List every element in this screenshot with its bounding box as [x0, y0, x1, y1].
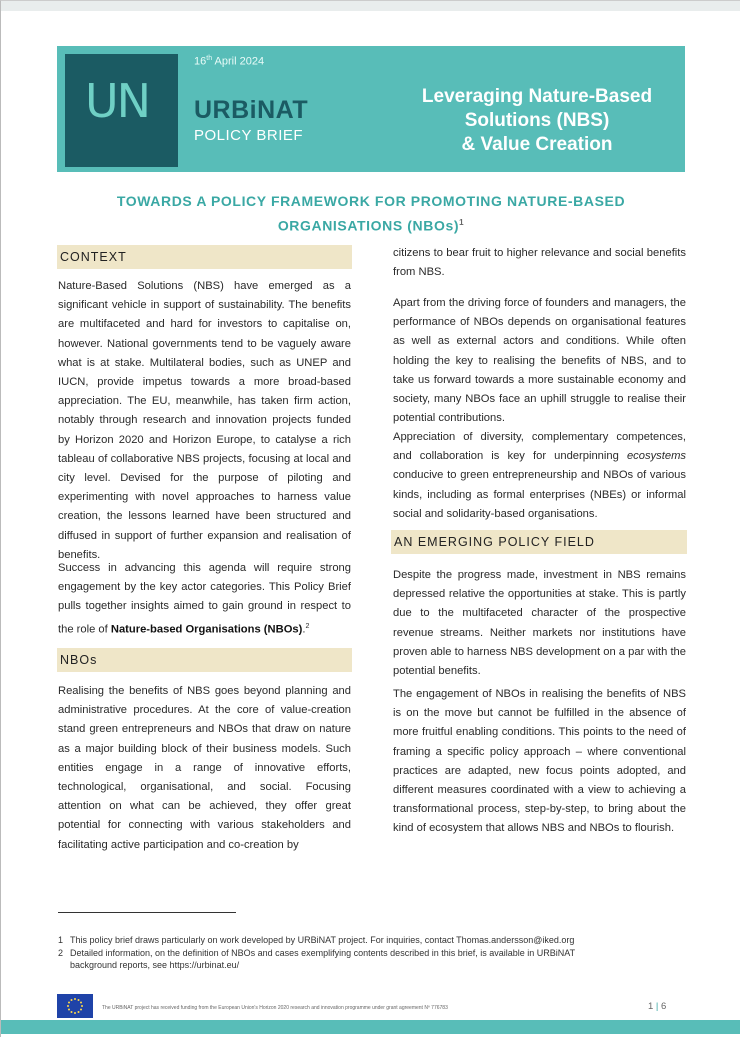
context-paragraph-2: Success in advancing this agenda will require strong engagement by the key actor categories. This Policy Brief pulls together insights aimed to gain ground in respect to the role of Nature-based Organisations (NBOs).$^2$ — [58, 562, 351, 636]
section-heading-context: CONTEXT — [57, 245, 352, 269]
context-paragraph-1: Nature-Based Solutions (NBS) have emerged as a significant vehicle in support of sustainability. The benefits are multifaceted and hard for investors to capitalise on, however. National governments tend to be vaguely aware what is at stake. Multilateral bodies, such as UNEP and IUCN, provide impetus towards a more broad-based appreciation. The EU, meanwhile, has taken firm action, notably through research and innovation projects funded by Horizon 2020 and Horizon Europe, to catalyse a rich tableau of collaborative NBS projects, focusing at local and city level. Devised for the purpose of piloting and experimenting with novel approaches to harness value creation, the lessons learned have been structured and diffused in support of further expansion and realisation of benefits. — [58, 280, 351, 561]
document-title: TOWARDS A POLICY FRAMEWORK FOR PROMOTING NATURE-BASED ORGANISATIONS (NBOs)$^1$ — [116, 193, 626, 234]
publication-date: 16th April 2024 — [194, 55, 265, 68]
emerging-paragraph-2: The engagement of NBOs in realising the benefits of NBS is on the move but cannot be fulfilled in the absence of more fruitful enabling conditions. This points to the need of framing a specific policy approach – where conventional practices are adapted, new focus points adopted, and different measures coordinated with a view to achieving a transformational process, step-by-step, to bring about the kind of ecosystem that allows NBS and NBOs to flourish. — [393, 688, 686, 835]
funding-statement: The URBiNAT project has received funding from the European Union's Horizon 2020 research and innovation programme under grant agreement Nº 776783 — [102, 1005, 448, 1011]
logo-mark: UN — [85, 74, 150, 128]
brand-name: URBiNAT — [194, 96, 309, 124]
section-heading-nbos: NBOs — [57, 648, 352, 672]
footnote-1: 1 This policy brief draws particularly on work developed by URBiNAT project. For inquiries, contact Thomas.andersson@iked.org — [58, 935, 575, 945]
urbinat-logo — [65, 54, 178, 167]
brand-subtitle: POLICY BRIEF — [194, 127, 304, 144]
page-number: 1 | 6 — [648, 1001, 667, 1012]
footnote-divider — [58, 912, 236, 913]
footer-bar — [1, 1020, 740, 1034]
section-heading-emerging-policy: AN EMERGING POLICY FIELD — [391, 530, 687, 554]
right-paragraph-0: citizens to bear fruit to higher relevance and social benefits from NBS. — [393, 247, 686, 279]
right-paragraph-2: Appreciation of diversity, complementary competences, and collaboration is key for underpinning ecosystems conducive to green entrepreneurship and NBOs of various kinds, including as formal enterprises (NBEs) or informal social and solidarity-based organisations. — [393, 431, 686, 520]
page-top-edge — [1, 1, 740, 11]
banner-title: Leveraging Nature-Based Solutions (NBS) & Value Creation — [421, 86, 653, 155]
footnote-2: 2 Detailed information, on the definition of NBOs and cases exemplifying contents described in this brief, is available in URBiNAT background reports, see https://urbinat.eu/ — [58, 948, 576, 970]
nbos-paragraph-1: Realising the benefits of NBS goes beyond planning and administrative procedures. At the core of value-creation stand green entrepreneurs and NBOs that draw on nature as a major building block of their business models. Such entities engage in a range of innovative efforts, technological, organisational, and social. Focusing attention on what can be achieved, they offer great potential for connecting with various stakeholders and facilitating active participation and co-creation by — [58, 685, 351, 851]
emerging-paragraph-1: Despite the progress made, investment in NBS remains depressed relative the opportunities at stake. This is partly due to the multifaceted character of the prospective revenue streams. Neither markets nor institutions have proven able to harness NBS development on a par with the potential benefits. — [393, 569, 686, 678]
right-paragraph-1: Apart from the driving force of founders and managers, the performance of NBOs depends on organisational features as well as external actors and conditions. While often holding the key to realising the benefits of NBS, and to take us forward towards a more sustainable economy and society, many NBOs face an uphill struggle to realise their potential contributions. — [393, 297, 686, 425]
eu-flag-icon — [57, 994, 93, 1018]
